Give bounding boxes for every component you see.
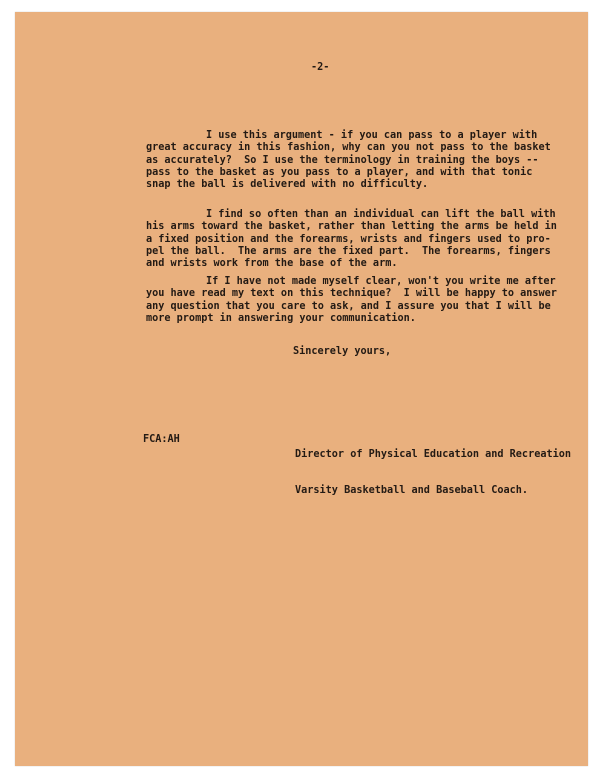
paragraph-line: more prompt in answering your communication. xyxy=(146,312,416,324)
signature-title-line-2: Varsity Basketball and Baseball Coach. xyxy=(295,485,529,497)
paragraph-1 xyxy=(146,130,566,191)
paragraph-2 xyxy=(146,209,566,270)
paragraph-line: I find so often than an individual can lift the ball with xyxy=(206,209,556,220)
paragraph-line: I use this argument - if you can pass to a player with xyxy=(206,130,538,141)
typist-initials: FCA:AH xyxy=(143,434,180,445)
signature-block xyxy=(295,424,571,522)
paragraph-line: you have read my text on this technique? I will be happy to answer xyxy=(146,288,557,300)
paragraph-line: snap the ball is delivered with no difficulty. xyxy=(146,179,429,191)
paragraph-line: If I have not made myself clear, won't you write me after xyxy=(206,276,556,287)
paragraph-line: great accuracy in this fashion, why can you not pass to the basket xyxy=(146,142,551,154)
page-number: -2- xyxy=(311,62,330,73)
paragraph-line: pass to the basket as you pass to a player, and with that tonic xyxy=(146,166,533,178)
letter-page xyxy=(15,12,588,766)
paragraph-3 xyxy=(146,276,566,325)
paragraph-line: a fixed position and the forearms, wrists and fingers used to pro- xyxy=(146,233,551,245)
paragraph-line: and wrists work from the base of the arm. xyxy=(146,258,398,270)
closing: Sincerely yours, xyxy=(293,346,392,357)
paragraph-line: pel the ball. The arms are the fixed part. The forearms, fingers xyxy=(146,245,551,257)
paragraph-line: any question that you care to ask, and I assure you that I will be xyxy=(146,300,551,312)
signature-title-line-1: Director of Physical Education and Recreation xyxy=(295,448,572,460)
paragraph-line: his arms toward the basket, rather than letting the arms be held in xyxy=(146,221,557,233)
paragraph-line: as accurately? So I use the terminology in training the boys -- xyxy=(146,154,539,166)
